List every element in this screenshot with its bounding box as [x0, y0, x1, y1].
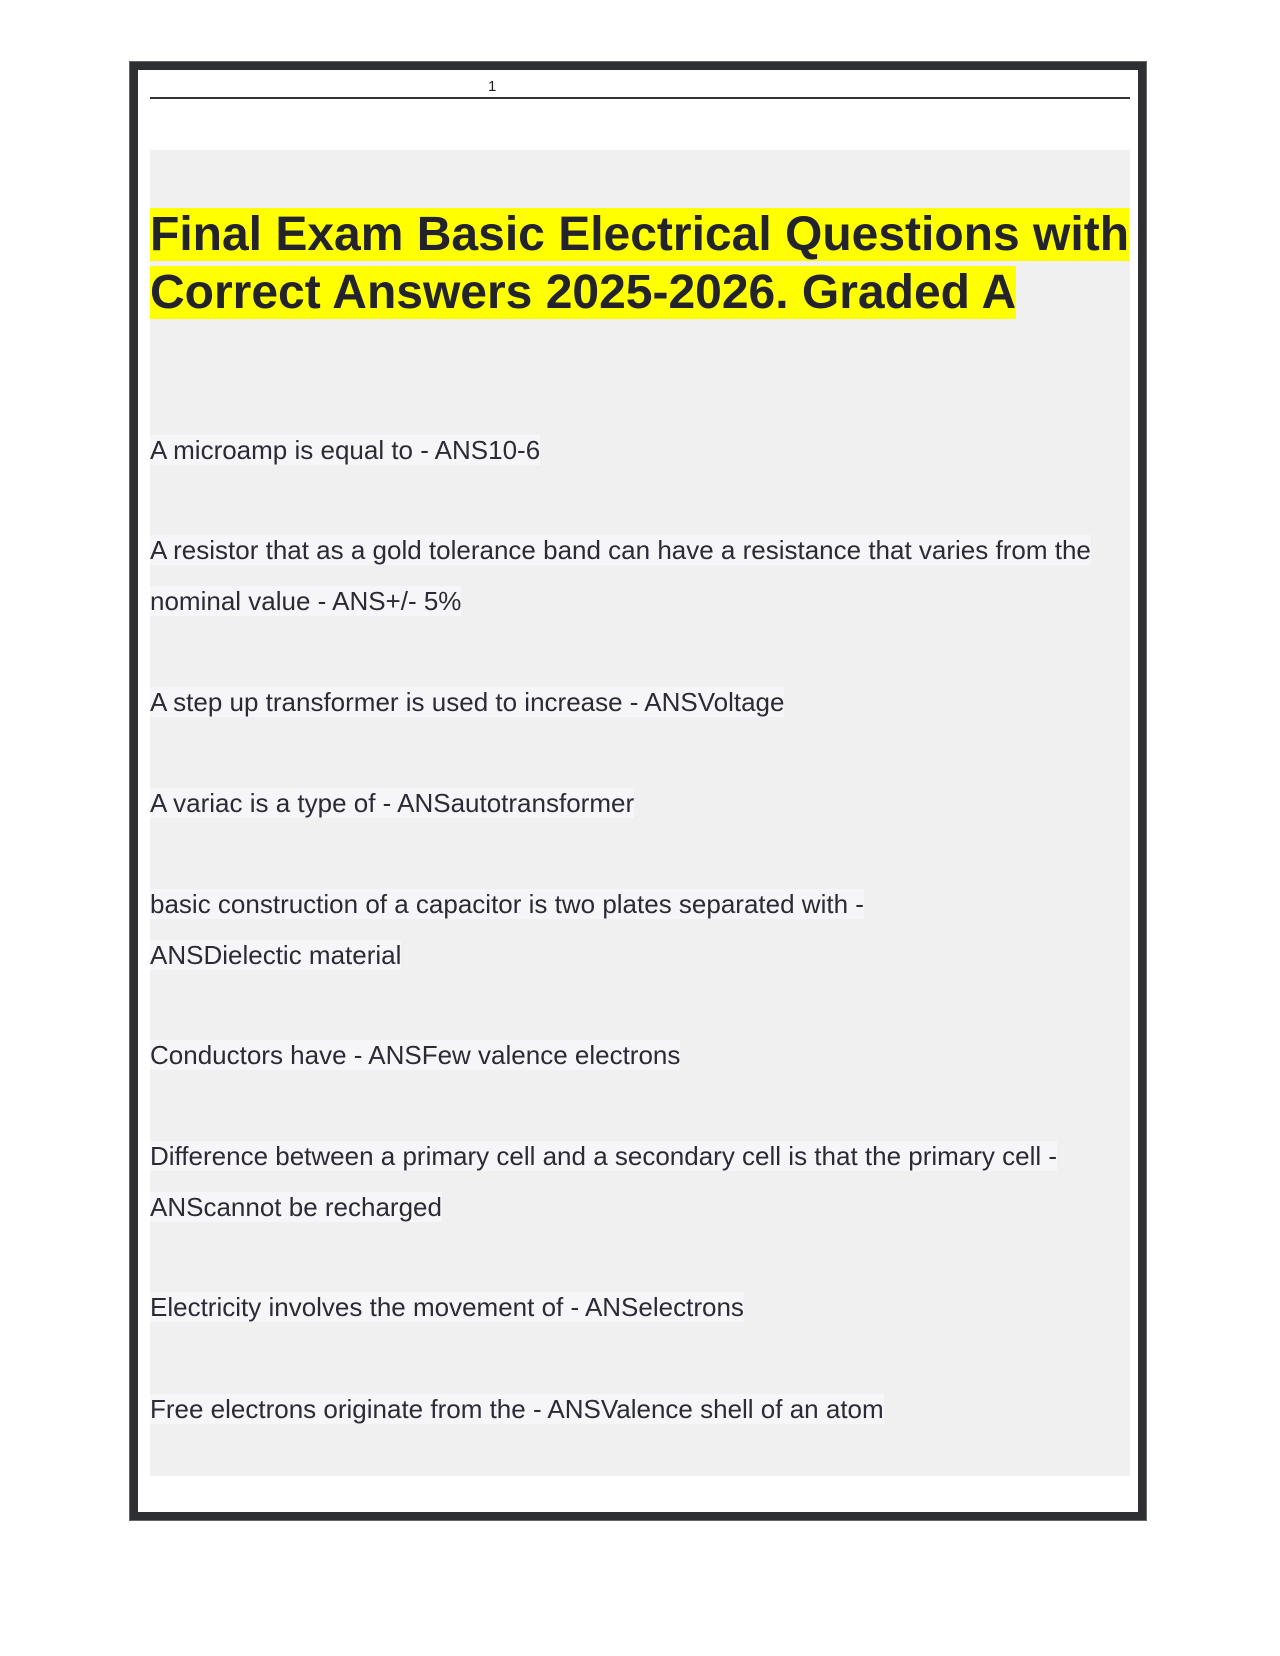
qa-text: Free electrons originate from the - ANSValence shell of an atom: [150, 1394, 884, 1424]
qa-item: [150, 425, 1120, 476]
qa-text: Electricity involves the movement of - ANSelectrons: [150, 1292, 744, 1322]
qa-text: A step up transformer is used to increase - ANSVoltage: [150, 687, 785, 717]
qa-text: Difference between a primary cell and a secondary cell is that the primary cell - ANScannot be recharged: [150, 1141, 1058, 1222]
qa-item: [150, 1030, 1120, 1081]
document-title-text: Final Exam Basic Electrical Questions with Correct Answers 2025-2026. Graded A: [150, 208, 1130, 319]
page-number: 1: [488, 78, 497, 95]
qa-item: [150, 1384, 1120, 1435]
qa-item: [150, 525, 1120, 627]
qa-item: [150, 677, 1120, 728]
qa-item: [150, 1131, 1120, 1233]
qa-text: basic construction of a capacitor is two plates separated with - ANSDielectic material: [150, 889, 864, 970]
header-divider: [150, 97, 1130, 99]
qa-text: Conductors have - ANSFew valence electrons: [150, 1040, 681, 1070]
qa-item: [150, 879, 950, 981]
qa-text: A variac is a type of - ANSautotransformer: [150, 788, 635, 818]
qa-item: [150, 778, 1120, 829]
qa-item: [150, 1282, 1120, 1333]
qa-text: A resistor that as a gold tolerance band can have a resistance that varies from the nominal value - ANS+/- 5%: [150, 535, 1091, 616]
document-title: [150, 206, 1140, 322]
qa-text: A microamp is equal to - ANS10-6: [150, 435, 541, 465]
